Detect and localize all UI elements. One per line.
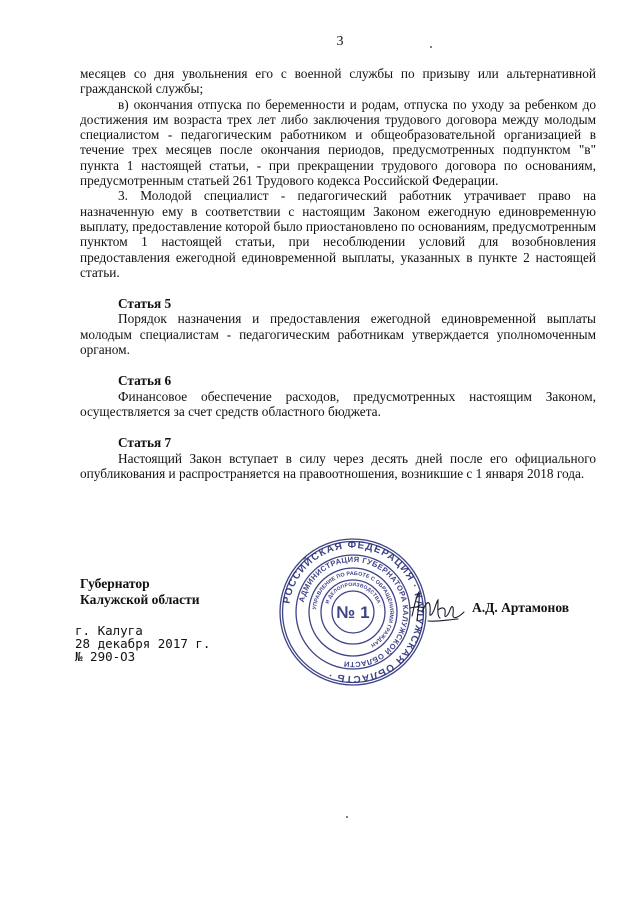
footer-date: 28 декабря 2017 г. (75, 636, 211, 651)
signatory-title-line1: Губернатор (80, 576, 150, 591)
paragraph-subpoint-v: в) окончания отпуска по беременности и родам, отпуска по уходу за ребенком до достижения им возраста трех лет либо заключения трудового договора между молодым специалистом - педагогическим работником и общеобразовательной организацией в течение трех месяцев после окончания периодов, предусмотренных подпунктом "в" пункта 1 настоящей статьи, - при прекращении трудового договора по основаниям, предусмотренным статьей 261 Трудового кодекса Российской Федерации. (80, 96, 596, 189)
article-7-heading: Статья 7 (118, 435, 172, 451)
document-body (80, 66, 596, 481)
scan-speck (430, 46, 432, 48)
signatory-title-line2: Калужской области (80, 592, 200, 607)
law-footer (75, 624, 210, 663)
article-5-heading: Статья 5 (118, 296, 172, 312)
seal-ring3-text: УПРАВЛЕНИЕ ПО РАБОТЕ С ОБРАЩЕНИЯМИ ГРАЖДАН (312, 570, 395, 649)
article-6-text: Финансовое обеспечение расходов, предусмотренных настоящим Законом, осуществляется за счет средств областного бюджета. (80, 388, 596, 419)
handwritten-signature (408, 588, 466, 626)
article-7-text: Настоящий Закон вступает в силу через десять дней после его официального опубликования и распространяется на правоотношения, возникшие с 1 января 2018 года. (80, 450, 596, 481)
page-number: 3 (336, 34, 344, 49)
scan-speck (346, 816, 348, 818)
official-seal-stamp (278, 537, 428, 687)
seal-number: № 1 (336, 603, 370, 622)
signatory-title (80, 576, 200, 608)
footer-number: № 290-ОЗ (75, 649, 136, 664)
footer-city: г. Калуга (75, 623, 143, 638)
seal-ring4-text: И ДЕЛОПРОИЗВОДСТВА · (324, 581, 383, 608)
seal-outer-text: РОССИЙСКАЯ ФЕДЕРАЦИЯ · КАЛУЖСКАЯ ОБЛАСТЬ · (281, 539, 426, 685)
article-6-heading: Статья 6 (118, 373, 172, 389)
seal-inner-text: АДМИНИСТРАЦИЯ ГУБЕРНАТОРА КАЛУЖСКОЙ ОБЛАСТИ (296, 554, 411, 670)
signatory-name: А.Д. Артамонов (472, 600, 570, 615)
paragraph-continuation: месяцев со дня увольнения его с военной службы по призыву или альтернативной гражданской службы; (80, 66, 596, 97)
paragraph-point-3: 3. Молодой специалист - педагогический работник утрачивает право на назначенную ему в соответствии с настоящим Законом ежегодную единовременную выплату, предоставление которой было приостановлено по основаниям, предусмотренным пунктом 1 настоящей статьи, при несоблюдении условий для возобновления предоставления ежегодной единовременной выплаты, указанных в пункте 2 настоящей статьи. (80, 188, 596, 280)
article-5-text: Порядок назначения и предоставления ежегодной единовременной выплаты молодым специалистам - педагогическим работникам утверждается уполномоченным органом. (80, 311, 596, 358)
